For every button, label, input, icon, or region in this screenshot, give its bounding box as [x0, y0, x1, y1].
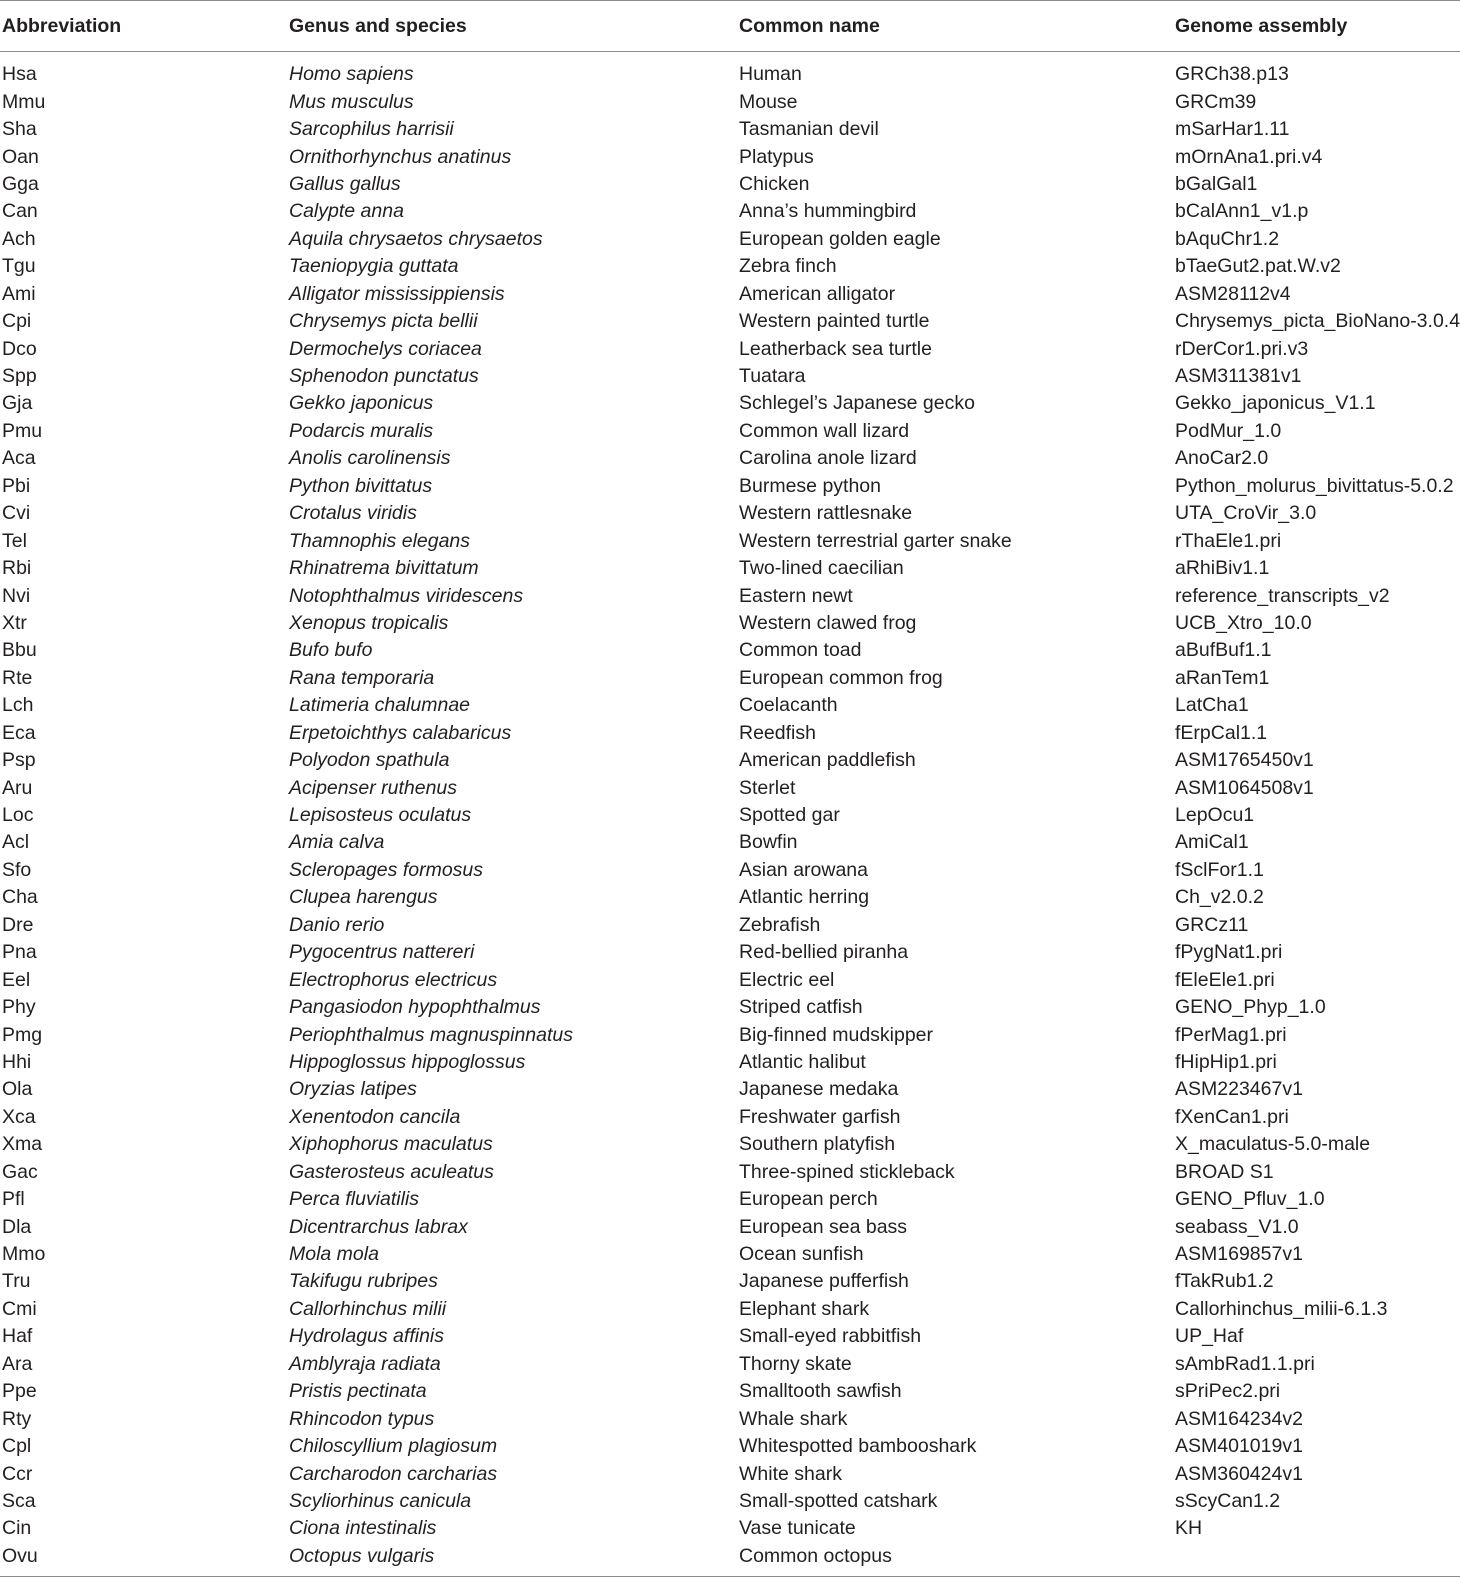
genome-assembly-cell: ASM223467v1 [1175, 1078, 1303, 1101]
table-row [0, 527, 1460, 554]
abbreviation-cell: Eca [2, 721, 36, 744]
genus-species-cell: Acipenser ruthenus [289, 776, 458, 799]
genus-species-cell: Rhinatrema bivittatum [289, 557, 479, 580]
abbreviation-cell: Sha [2, 118, 37, 141]
genus-species-cell: Chrysemys picta bellii [289, 310, 478, 333]
common-name-cell: Platypus [739, 145, 814, 168]
genome-assembly-cell: AmiCal1 [1175, 831, 1249, 854]
genus-species-cell: Callorhinchus milii [289, 1297, 447, 1320]
table-row [0, 1543, 1460, 1577]
common-name-cell: Two-lined caecilian [739, 557, 904, 580]
genus-species-cell: Taeniopygia guttata [289, 255, 459, 278]
abbreviation-cell: Rte [2, 666, 33, 689]
genome-assembly-cell: UCB_Xtro_10.0 [1175, 611, 1312, 634]
genome-assembly-cell: mOrnAna1.pri.v4 [1175, 145, 1323, 168]
genus-species-cell: Electrophorus electricus [289, 968, 498, 991]
abbreviation-cell: Mmo [2, 1243, 46, 1266]
abbreviation-cell: Pna [2, 941, 37, 964]
common-name-cell: Coelacanth [739, 694, 838, 717]
genome-assembly-cell: LepOcu1 [1175, 804, 1255, 827]
genus-species-cell: Ciona intestinalis [289, 1517, 437, 1540]
table-row [0, 912, 1460, 939]
abbreviation-cell: Xtr [2, 611, 27, 634]
abbreviation-cell: Haf [2, 1325, 33, 1348]
abbreviation-cell: Loc [2, 804, 34, 827]
genus-species-cell: Scleropages formosus [289, 858, 484, 881]
genome-assembly-cell: GRCz11 [1175, 913, 1249, 936]
genome-assembly-cell: UP_Haf [1175, 1325, 1244, 1348]
genome-assembly-cell: aRanTem1 [1175, 666, 1270, 689]
common-name-cell: Tuatara [739, 365, 806, 388]
genus-species-cell: Lepisosteus oculatus [289, 804, 472, 827]
table-row [0, 610, 1460, 637]
genus-species-cell: Takifugu rubripes [289, 1270, 438, 1293]
genome-assembly-cell: UTA_CroVir_3.0 [1175, 502, 1317, 525]
genus-species-cell: Gallus gallus [289, 172, 401, 195]
abbreviation-cell: Sfo [2, 858, 32, 881]
table-row [0, 1515, 1460, 1542]
common-name-cell: Sterlet [739, 776, 796, 799]
common-name-cell: Western clawed frog [739, 611, 917, 634]
abbreviation-cell: Pfl [2, 1188, 25, 1211]
abbreviation-cell: Hhi [2, 1050, 32, 1073]
genome-assembly-cell: ASM1765450v1 [1175, 749, 1314, 772]
table-row [0, 1488, 1460, 1515]
abbreviation-cell: Bbu [2, 639, 37, 662]
header-row [0, 1, 1460, 52]
abbreviation-cell: Aca [2, 447, 36, 470]
abbreviation-cell: Xca [2, 1105, 36, 1128]
table-row [0, 1323, 1460, 1350]
table-row [0, 802, 1460, 829]
abbreviation-cell: Acl [2, 831, 30, 854]
abbreviation-cell: Rbi [2, 557, 32, 580]
table-row [0, 473, 1460, 500]
genus-species-cell: Hydrolagus affinis [289, 1325, 444, 1348]
common-name-cell: Western painted turtle [739, 310, 930, 333]
abbreviation-cell: Cpl [2, 1435, 32, 1458]
common-name-cell: Common toad [739, 639, 862, 662]
abbreviation-cell: Phy [2, 996, 36, 1019]
common-name-cell: Ocean sunfish [739, 1243, 864, 1266]
genome-assembly-cell: seabass_V1.0 [1175, 1215, 1299, 1238]
common-name-cell: Zebra finch [739, 255, 837, 278]
common-name-cell: Anna’s hummingbird [739, 200, 917, 223]
table-row [0, 1021, 1460, 1048]
genome-assembly-cell: sAmbRad1.1.pri [1175, 1352, 1315, 1375]
genome-assembly-cell: ASM169857v1 [1175, 1243, 1303, 1266]
common-name-cell: American alligator [739, 282, 896, 305]
common-name-cell: Whitespotted bambooshark [739, 1435, 977, 1458]
table-row [0, 582, 1460, 609]
abbreviation-cell: Pmg [2, 1023, 43, 1046]
table-row [0, 1351, 1460, 1378]
genus-species-cell: Octopus vulgaris [289, 1544, 435, 1567]
abbreviation-cell: Cpi [2, 310, 32, 333]
genus-species-cell: Erpetoichthys calabaricus [289, 721, 512, 744]
header-genus-species: Genus and species [289, 14, 467, 37]
abbreviation-cell: Ppe [2, 1380, 37, 1403]
abbreviation-cell: Psp [2, 749, 36, 772]
genus-species-cell: Pristis pectinata [289, 1380, 427, 1403]
genome-assembly-cell: sScyCan1.2 [1175, 1489, 1281, 1512]
common-name-cell: American paddlefish [739, 749, 916, 772]
table-row [0, 1460, 1460, 1487]
genus-species-cell: Xiphophorus maculatus [289, 1133, 493, 1156]
genus-species-cell: Thamnophis elegans [289, 529, 471, 552]
genome-assembly-cell: mSarHar1.11 [1175, 118, 1290, 141]
genus-species-cell: Mola mola [289, 1243, 379, 1266]
genus-species-cell: Amia calva [289, 831, 385, 854]
table-row [0, 1186, 1460, 1213]
common-name-cell: Atlantic herring [739, 886, 870, 909]
table-row [0, 1378, 1460, 1405]
abbreviation-cell: Ccr [2, 1462, 33, 1485]
abbreviation-cell: Ami [2, 282, 36, 305]
table-row [0, 1049, 1460, 1076]
common-name-cell: Tasmanian devil [739, 118, 879, 141]
common-name-cell: Red-bellied piranha [739, 941, 909, 964]
genus-species-cell: Sphenodon punctatus [289, 365, 479, 388]
table-row [0, 747, 1460, 774]
genus-species-cell: Clupea harengus [289, 886, 438, 909]
genome-assembly-cell: bGalGal1 [1175, 172, 1258, 195]
genus-species-cell: Hippoglossus hippoglossus [289, 1050, 526, 1073]
abbreviation-cell: Gac [2, 1160, 38, 1183]
genus-species-cell: Gekko japonicus [289, 392, 434, 415]
common-name-cell: European golden eagle [739, 227, 941, 250]
table-row [0, 500, 1460, 527]
common-name-cell: Smalltooth sawfish [739, 1380, 902, 1403]
table-row [0, 720, 1460, 747]
common-name-cell: Common wall lizard [739, 419, 910, 442]
common-name-cell: Japanese medaka [739, 1078, 899, 1101]
table-row [0, 363, 1460, 390]
genus-species-cell: Xenentodon cancila [289, 1105, 461, 1128]
common-name-cell: Freshwater garfish [739, 1105, 901, 1128]
genome-assembly-cell: ASM164234v2 [1175, 1407, 1303, 1430]
abbreviation-cell: Ola [2, 1078, 33, 1101]
table-row [0, 198, 1460, 225]
table-row [0, 308, 1460, 335]
genome-assembly-cell: bCalAnn1_v1.p [1175, 200, 1309, 223]
genome-assembly-cell: fEleEle1.pri [1175, 968, 1275, 991]
genome-assembly-cell: sPriPec2.pri [1175, 1380, 1281, 1403]
genome-assembly-cell: Gekko_japonicus_V1.1 [1175, 392, 1376, 415]
genus-species-cell: Ornithorhynchus anatinus [289, 145, 512, 168]
table-row [0, 637, 1460, 664]
common-name-cell: Burmese python [739, 474, 881, 497]
abbreviation-cell: Can [2, 200, 38, 223]
genus-species-cell: Chiloscyllium plagiosum [289, 1435, 498, 1458]
table-row [0, 994, 1460, 1021]
abbreviation-cell: Rty [2, 1407, 32, 1430]
abbreviation-cell: Pbi [2, 474, 31, 497]
genome-assembly-cell: ASM1064508v1 [1175, 776, 1314, 799]
genus-species-cell: Carcharodon carcharias [289, 1462, 498, 1485]
table-row [0, 390, 1460, 417]
common-name-cell: European perch [739, 1188, 878, 1211]
table-row [0, 143, 1460, 170]
genus-species-cell: Pygocentrus nattereri [289, 941, 475, 964]
abbreviation-cell: Lch [2, 694, 34, 717]
genus-species-cell: Homo sapiens [289, 63, 414, 86]
abbreviation-cell: Xma [2, 1133, 43, 1156]
genome-assembly-cell: GRCh38.p13 [1175, 63, 1289, 86]
genus-species-cell: Podarcis muralis [289, 419, 434, 442]
genome-assembly-cell: X_maculatus-5.0-male [1175, 1133, 1371, 1156]
common-name-cell: Spotted gar [739, 804, 840, 827]
genus-species-cell: Bufo bufo [289, 639, 373, 662]
abbreviation-cell: Spp [2, 365, 37, 388]
common-name-cell: Reedfish [739, 721, 816, 744]
table-row [0, 1104, 1460, 1131]
genome-assembly-cell: KH [1175, 1517, 1203, 1540]
abbreviation-cell: Dre [2, 913, 34, 936]
common-name-cell: Zebrafish [739, 913, 821, 936]
common-name-cell: Elephant shark [739, 1297, 870, 1320]
table-row [0, 1268, 1460, 1295]
table-row [0, 555, 1460, 582]
common-name-cell: Chicken [739, 172, 810, 195]
common-name-cell: European sea bass [739, 1215, 908, 1238]
common-name-cell: Asian arowana [739, 858, 868, 881]
header-common-name: Common name [739, 14, 880, 37]
abbreviation-cell: Gga [2, 172, 39, 195]
genome-assembly-cell: rDerCor1.pri.v3 [1175, 337, 1309, 360]
table-row [0, 966, 1460, 993]
genus-species-cell: Dicentrarchus labrax [289, 1215, 468, 1238]
common-name-cell: Mouse [739, 90, 798, 113]
abbreviation-cell: Hsa [2, 63, 37, 86]
genome-assembly-cell: PodMur_1.0 [1175, 419, 1282, 442]
common-name-cell: Japanese pufferfish [739, 1270, 909, 1293]
abbreviation-cell: Gja [2, 392, 33, 415]
table-row [0, 1296, 1460, 1323]
common-name-cell: Thorny skate [739, 1352, 852, 1375]
table-row [0, 1433, 1460, 1460]
header-genome-assembly: Genome assembly [1175, 14, 1348, 37]
table-row [0, 445, 1460, 472]
abbreviation-cell: Ovu [2, 1544, 38, 1567]
abbreviation-cell: Aru [2, 776, 33, 799]
genome-assembly-cell: fErpCal1.1 [1175, 721, 1268, 744]
genus-species-cell: Notophthalmus viridescens [289, 584, 524, 607]
genome-assembly-cell: rThaEle1.pri [1175, 529, 1282, 552]
genus-species-cell: Python bivittatus [289, 474, 433, 497]
table-row [0, 253, 1460, 280]
table-row [0, 52, 1460, 89]
table-row [0, 171, 1460, 198]
common-name-cell: Leatherback sea turtle [739, 337, 932, 360]
table-row [0, 88, 1460, 115]
common-name-cell: Striped catfish [739, 996, 863, 1019]
table-row [0, 335, 1460, 362]
abbreviation-cell: Eel [2, 968, 31, 991]
table-row [0, 1241, 1460, 1268]
abbreviation-cell: Nvi [2, 584, 31, 607]
common-name-cell: Whale shark [739, 1407, 848, 1430]
genome-assembly-cell: fHipHip1.pri [1175, 1050, 1277, 1073]
genus-species-cell: Scyliorhinus canicula [289, 1489, 472, 1512]
table-row [0, 665, 1460, 692]
genome-assembly-cell: GRCm39 [1175, 90, 1257, 113]
genome-assembly-cell: ASM401019v1 [1175, 1435, 1303, 1458]
genus-species-cell: Polyodon spathula [289, 749, 450, 772]
abbreviation-cell: Tel [2, 529, 27, 552]
genus-species-cell: Mus musculus [289, 90, 414, 113]
genus-species-cell: Pangasiodon hypophthalmus [289, 996, 541, 1019]
genome-assembly-cell: fPygNat1.pri [1175, 941, 1283, 964]
genus-species-cell: Anolis carolinensis [289, 447, 451, 470]
common-name-cell: Vase tunicate [739, 1517, 856, 1540]
table-row [0, 692, 1460, 719]
table-header [0, 1, 1460, 52]
table-row [0, 116, 1460, 143]
genome-assembly-cell: fSclFor1.1 [1175, 858, 1264, 881]
genome-assembly-cell: AnoCar2.0 [1175, 447, 1269, 470]
genus-species-cell: Danio rerio [289, 913, 385, 936]
table-row [0, 1405, 1460, 1432]
table-row [0, 1076, 1460, 1103]
common-name-cell: Three-spined stickleback [739, 1160, 955, 1183]
common-name-cell: Southern platyfish [739, 1133, 896, 1156]
abbreviation-cell: Cin [2, 1517, 32, 1540]
abbreviation-cell: Tgu [2, 255, 36, 278]
table-row [0, 829, 1460, 856]
abbreviation-cell: Ach [2, 227, 36, 250]
genome-assembly-cell: fXenCan1.pri [1175, 1105, 1289, 1128]
table-row [0, 1131, 1460, 1158]
abbreviation-cell: Tru [2, 1270, 31, 1293]
table-body [0, 52, 1460, 1577]
genome-assembly-cell: LatCha1 [1175, 694, 1249, 717]
table-row [0, 939, 1460, 966]
table-row [0, 418, 1460, 445]
genus-species-cell: Oryzias latipes [289, 1078, 417, 1101]
abbreviation-cell: Pmu [2, 419, 43, 442]
table-row [0, 774, 1460, 801]
common-name-cell: Electric eel [739, 968, 835, 991]
common-name-cell: White shark [739, 1462, 842, 1485]
abbreviation-cell: Sca [2, 1489, 36, 1512]
abbreviation-cell: Cmi [2, 1297, 37, 1320]
common-name-cell: Schlegel’s Japanese gecko [739, 392, 975, 415]
genus-species-cell: Rhincodon typus [289, 1407, 435, 1430]
genome-assembly-cell: ASM311381v1 [1175, 365, 1302, 388]
genome-assembly-cell: GENO_Phyp_1.0 [1175, 996, 1326, 1019]
genus-species-cell: Perca fluviatilis [289, 1188, 420, 1211]
genus-species-cell: Periophthalmus magnuspinnatus [289, 1023, 574, 1046]
genome-assembly-cell: GENO_Pfluv_1.0 [1175, 1188, 1325, 1211]
common-name-cell: Small-eyed rabbitfish [739, 1325, 922, 1348]
genome-assembly-cell: ASM28112v4 [1175, 282, 1291, 305]
genome-assembly-cell: aRhiBiv1.1 [1175, 557, 1270, 580]
genome-assembly-cell: fPerMag1.pri [1175, 1023, 1287, 1046]
common-name-cell: Bowfin [739, 831, 798, 854]
common-name-cell: Small-spotted catshark [739, 1489, 938, 1512]
common-name-cell: European common frog [739, 666, 943, 689]
genome-assembly-cell: Python_molurus_bivittatus-5.0.2 [1175, 474, 1454, 497]
genome-assembly-cell: bAquChr1.2 [1175, 227, 1280, 250]
abbreviation-cell: Cvi [2, 502, 31, 525]
abbreviation-cell: Dla [2, 1215, 32, 1238]
genus-species-cell: Gasterosteus aculeatus [289, 1160, 494, 1183]
common-name-cell: Western terrestrial garter snake [739, 529, 1012, 552]
genus-species-cell: Aquila chrysaetos chrysaetos [289, 227, 543, 250]
table-row [0, 857, 1460, 884]
common-name-cell: Human [739, 63, 802, 86]
table-row [0, 226, 1460, 253]
genus-species-cell: Crotalus viridis [289, 502, 417, 525]
genus-species-cell: Calypte anna [289, 200, 404, 223]
table-row [0, 1213, 1460, 1240]
genome-assembly-cell: BROAD S1 [1175, 1160, 1274, 1183]
genus-species-cell: Rana temporaria [289, 666, 435, 689]
genome-assembly-cell: Ch_v2.0.2 [1175, 886, 1264, 909]
abbreviation-cell: Mmu [2, 90, 46, 113]
common-name-cell: Big-finned mudskipper [739, 1023, 934, 1046]
common-name-cell: Common octopus [739, 1544, 892, 1567]
genus-species-cell: Alligator mississippiensis [289, 282, 505, 305]
genus-species-cell: Amblyraja radiata [289, 1352, 441, 1375]
genome-assembly-cell: aBufBuf1.1 [1175, 639, 1272, 662]
genome-assembly-cell: Chrysemys_picta_BioNano-3.0.4 [1175, 310, 1460, 333]
genome-assembly-cell: Callorhinchus_milii-6.1.3 [1175, 1297, 1388, 1320]
common-name-cell: Eastern newt [739, 584, 853, 607]
abbreviation-cell: Cha [2, 886, 38, 909]
header-abbreviation: Abbreviation [2, 14, 122, 37]
genus-species-cell: Sarcophilus harrisii [289, 118, 454, 141]
genus-species-cell: Latimeria chalumnae [289, 694, 471, 717]
genome-assembly-cell: reference_transcripts_v2 [1175, 584, 1390, 607]
table-row [0, 884, 1460, 911]
genome-assembly-cell [1173, 1543, 1460, 1577]
abbreviation-cell: Oan [2, 145, 39, 168]
table-row [0, 281, 1460, 308]
common-name-cell: Western rattlesnake [739, 502, 913, 525]
genome-assembly-cell: bTaeGut2.pat.W.v2 [1175, 255, 1341, 278]
common-name-cell: Carolina anole lizard [739, 447, 917, 470]
common-name-cell: Atlantic halibut [739, 1050, 866, 1073]
genome-assembly-cell: ASM360424v1 [1175, 1462, 1303, 1485]
genome-assembly-cell: fTakRub1.2 [1175, 1270, 1274, 1293]
abbreviation-cell: Ara [2, 1352, 33, 1375]
genus-species-cell: Xenopus tropicalis [289, 611, 449, 634]
abbreviation-cell: Dco [2, 337, 37, 360]
genus-species-cell: Dermochelys coriacea [289, 337, 482, 360]
table-row [0, 1159, 1460, 1186]
